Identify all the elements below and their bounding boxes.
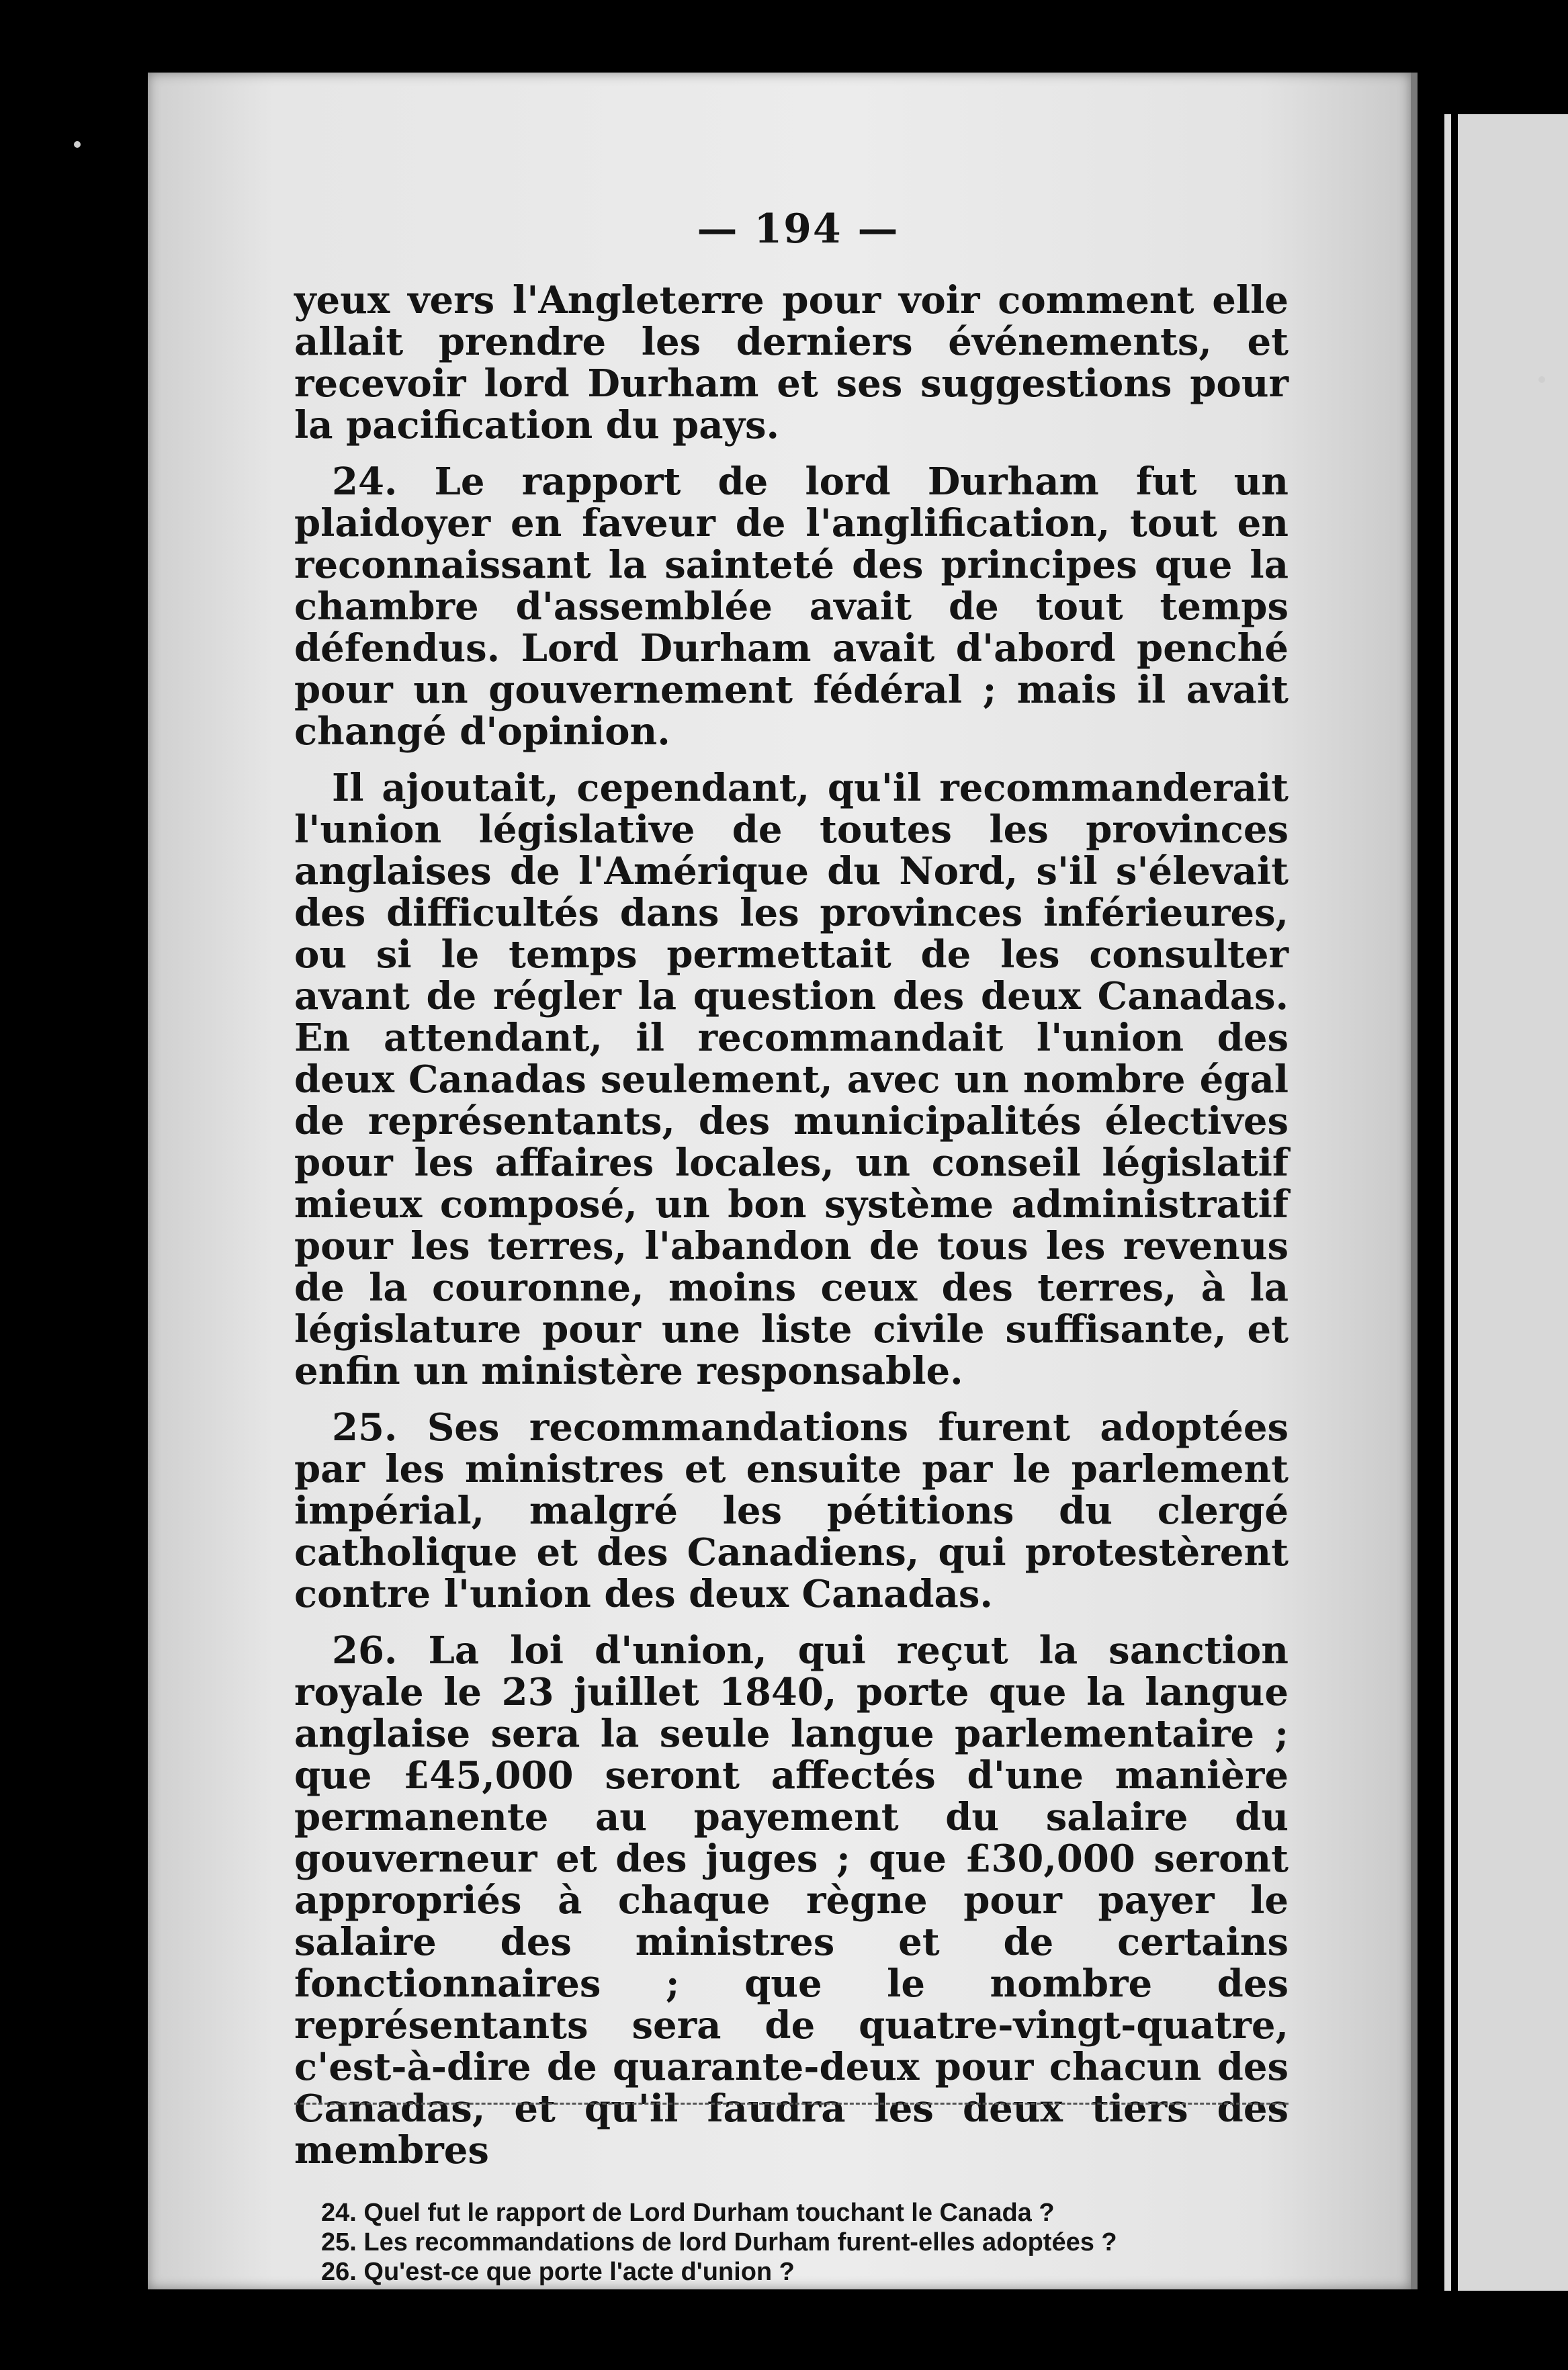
adjacent-page-sheet: [1458, 114, 1568, 2291]
question-25: 25. Les recommandations de lord Durham furent-elles adoptées ?: [321, 2228, 1117, 2256]
paragraph-24-continued: Il ajoutait, cependant, qu'il recommanderait l'union législative de toutes les provinces anglaises de l'Amérique du Nord, s'il s'élevait des difficultés dans les provinces inférieures, ou si le temps permettait de les consulter avant de régler la question des deux Canadas. En attendant, il recommandait l'union des deux Canadas seulement, avec un nombre égal de représentants, des municipalités électives pour les affaires locales, un conseil législatif mieux composé, un bon système administratif pour les terres, l'abandon de tous les revenus de la couronne, moins ceux des terres, à la législature pour une liste civile suffisante, et enfin un ministère responsable.: [294, 766, 1289, 1393]
paragraph-continuation: yeux vers l'Angleterre pour voir comment elle allait prendre les derniers événements, et recevoir lord Durham et ses suggestions pour la pacification du pays.: [294, 278, 1289, 447]
question-24: 24. Quel fut le rapport de Lord Durham touchant le Canada ?: [321, 2199, 1055, 2227]
scan-speck: [74, 141, 81, 148]
page-number: — 194 —: [697, 206, 900, 253]
adjacent-page-edge: [1444, 114, 1568, 2291]
paragraph-26: 26. La loi d'union, qui reçut la sanction royale le 23 juillet 1840, porte que la langue anglaise sera la seule langue parlementaire ; que £45,000 seront affectés d'une manière permanente au payement du salaire du gouverneur et des juges ; que £30,000 seront appropriés à chaque règne pour payer le salaire des ministres et de certains fonctionnaires ; que le nombre des représentants sera de quatre-vingt-quatre, c'est-à-dire de quarante-deux pour chacun des Canadas, et qu'il faudra les deux tiers des membres: [294, 1628, 1289, 2172]
paragraph-25: 25. Ses recommandations furent adoptées par les ministres et ensuite par le parlement impérial, malgré les pétitions du clergé catholique et des Canadiens, qui protestèrent contre l'union des deux Canadas.: [294, 1405, 1289, 1616]
question-26: 26. Qu'est-ce que porte l'acte d'union ?: [321, 2258, 795, 2286]
bottom-rule: [294, 2103, 1289, 2105]
review-questions: [294, 2198, 1289, 2287]
scan-speck: [1538, 376, 1545, 383]
paragraph-24: 24. Le rapport de lord Durham fut un plaidoyer en faveur de l'anglification, tout en reconnaissant la sainteté des principes que la chambre d'assemblée avait de tout temps défendus. Lord Durham avait d'abord penché pour un gouvernement fédéral ; mais il avait changé d'opinion.: [294, 459, 1289, 754]
page-content: [294, 208, 1289, 2287]
